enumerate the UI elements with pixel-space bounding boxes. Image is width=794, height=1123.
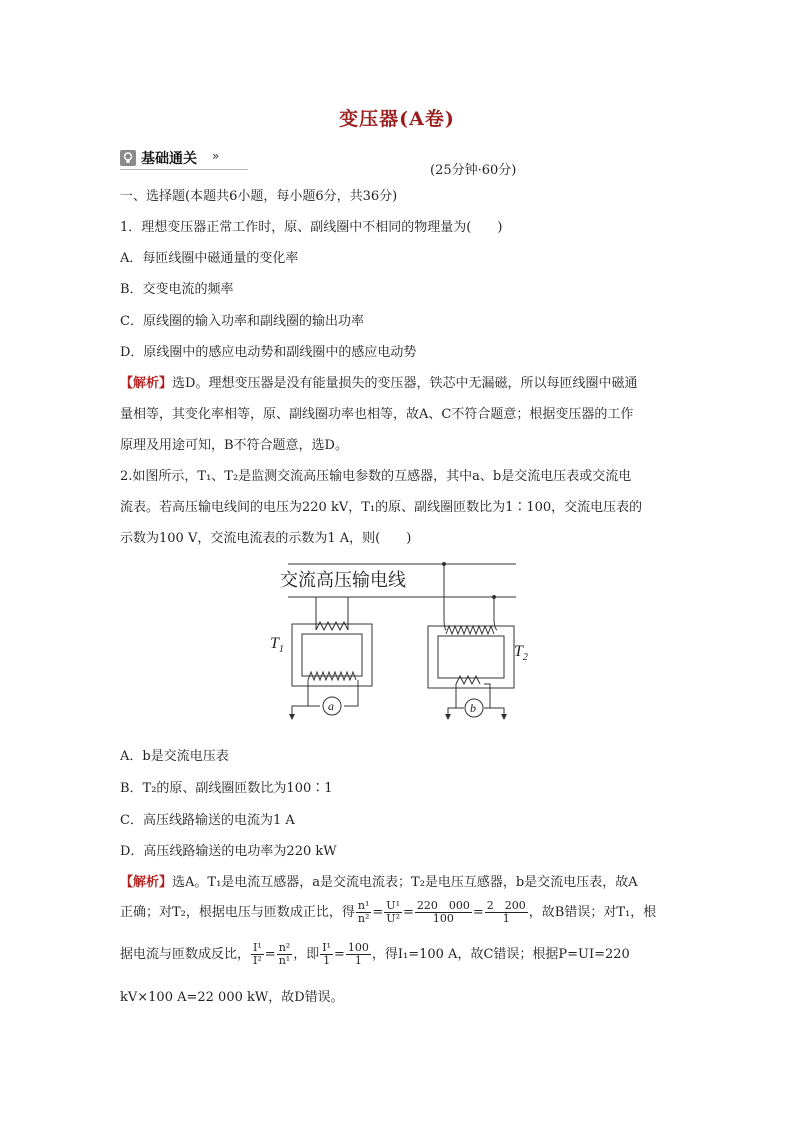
q2-analysis-line-2: 正确；对T₂，根据电压与匝数成正比，得 $\frac{\text{n¹}}{\text{n²}}$ = $\frac{\text{U¹}}{\text{U²}}$ = $\frac{220 000}{100}$ = $\frac{2 200}{1}$ ，故B错误；对T₁，根	[120, 899, 657, 925]
q1-analysis-line-3: 原理及用途可知，B不符合题意，选D。	[120, 438, 348, 453]
q1-stem: 1．理想变压器正常工作时，原、副线圈中不相同的物理量为( )	[120, 220, 503, 235]
q2-analysis-line-4: kV×100 A=22 000 kW，故D错误。	[120, 990, 344, 1005]
q1-option-d: D．原线圈中的感应电动势和副线圈中的感应电动势	[120, 345, 417, 360]
q2-stem-line-3: 示数为100 V，交流电流表的示数为1 A，则( )	[120, 531, 412, 546]
analysis-tag: 【解析】	[120, 376, 173, 391]
q1-analysis-line-2: 量相等，其变化率相等，原、副线圈功率也相等，故A、C不符合题意；根据变压器的工作	[120, 407, 634, 422]
q2-analysis-line-1: 【解析】选A。T₁是电流互感器，a是交流电流表；T₂是电压互感器，b是交流电压表，故A	[120, 875, 638, 890]
analysis-tag: 【解析】	[120, 875, 173, 890]
q1-analysis-line-1: 【解析】选D。理想变压器是没有能量损失的变压器，铁芯中无漏磁，所以每匝线圈中磁通	[120, 376, 638, 391]
q1-option-a: A．每匝线圈中磁通量的变化率	[120, 251, 299, 266]
t2-label: $T_2$	[514, 643, 528, 663]
page-title: 变压器(A卷)	[339, 108, 455, 130]
q2-option-c: C．高压线路输送的电流为1 A	[120, 813, 295, 828]
section-label: 基础通关	[141, 151, 197, 167]
q2-stem-line-1: 2.如图所示，T₁、T₂是监测交流高压输电参数的互感器，其中a、b是交流电压表或交流电	[120, 469, 632, 484]
meter-b-label: b	[470, 701, 476, 715]
lightbulb-icon	[120, 150, 136, 166]
q2-stem-line-2: 流表。若高压输电线间的电压为220 kV，T₁的原、副线圈匝数比为1∶100，交流电压表的	[120, 500, 643, 515]
meter-a-label: a	[328, 699, 334, 713]
section-header	[120, 148, 680, 170]
section-underline	[120, 169, 248, 170]
part-heading: 一、选择题(本题共6小题，每小题6分，共36分)	[120, 189, 398, 204]
q2-option-a: A．b是交流电压表	[120, 749, 229, 764]
q2-option-d: D．高压线路输送的电功率为220 kW	[120, 844, 337, 859]
q2-analysis-line-3: 据电流与匝数成反比， $\frac{\text{I¹}}{\text{I²}}$ = $\frac{\text{n²}}{\text{n¹}}$ ，即 $\frac{\text{I¹}}{1}$ = $\frac{100}{1}$ ，得I₁=100 A，故C错误；根据P=UI=220	[120, 941, 630, 967]
time-score-note: (25分钟·60分)	[430, 163, 517, 178]
q1-option-c: C．原线圈的输入功率和副线圈的输出功率	[120, 314, 364, 329]
line-label: 交流高压输电线	[280, 570, 406, 590]
q2-option-b: B．T₂的原、副线圈匝数比为100∶1	[120, 781, 333, 796]
t1-label: $T_1$	[270, 635, 284, 655]
q1-option-b: B．交变电流的频率	[120, 282, 234, 297]
double-chevron-icon: »	[212, 149, 220, 163]
transformer-circuit-diagram	[268, 556, 528, 726]
